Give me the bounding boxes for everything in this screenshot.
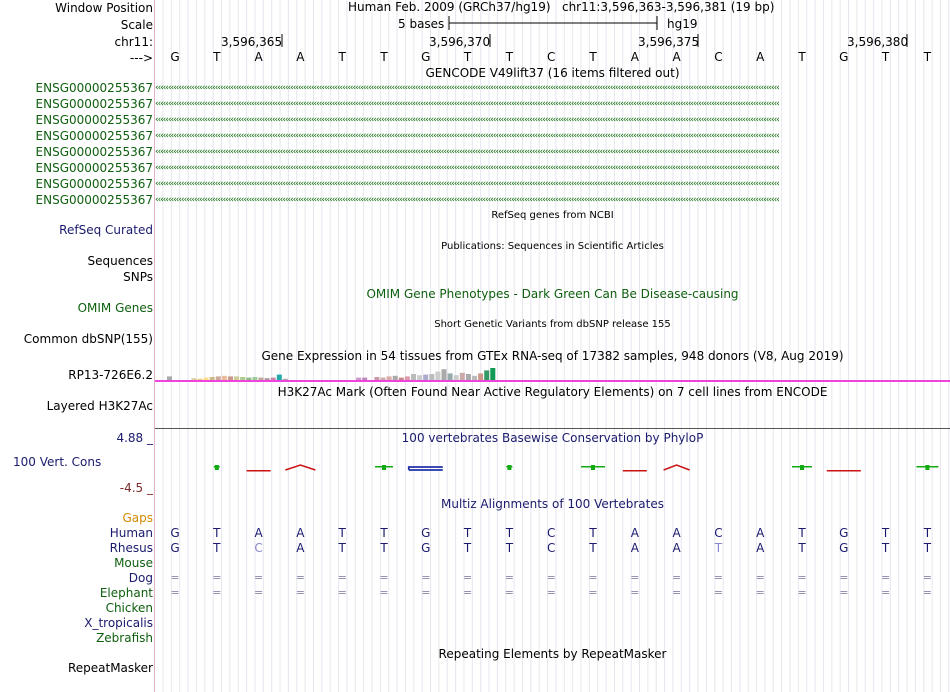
multiz-species-label[interactable]: Rhesus xyxy=(109,541,153,555)
alignment-base: T xyxy=(380,541,388,555)
alignment-base: G xyxy=(170,541,180,555)
alignment-base: = xyxy=(713,586,723,599)
omim-track-title[interactable]: OMIM Gene Phenotypes - Dark Green Can Be Disease-causing xyxy=(366,287,739,301)
base-letter: G xyxy=(170,50,180,64)
alignment-base: = xyxy=(379,571,389,584)
gtex-tissue-bar xyxy=(448,373,453,380)
h3k27ac-label[interactable]: Layered H3K27Ac xyxy=(46,399,153,413)
gaps-label[interactable]: Gaps xyxy=(122,511,153,525)
alignment-base: T xyxy=(463,526,472,540)
gencode-transcript-label[interactable]: ENSG00000255367 xyxy=(35,81,153,95)
chrom-label: chr11: xyxy=(114,35,153,49)
phylop-score-mark xyxy=(375,465,393,470)
coord-tick: 3,596,365 xyxy=(221,35,283,49)
alignment-base: = xyxy=(797,571,807,584)
gencode-track-title[interactable]: GENCODE V49lift37 (16 items filtered out) xyxy=(425,66,680,80)
alignment-base: = xyxy=(379,586,389,599)
alignment-base: T xyxy=(505,541,514,555)
omim-label[interactable]: OMIM Genes xyxy=(77,301,153,315)
alignment-base: = xyxy=(880,571,891,584)
coord-tick: 3,596,370 xyxy=(429,35,491,49)
gencode-transcript-label[interactable]: ENSG00000255367 xyxy=(35,113,153,127)
alignment-base: A xyxy=(672,526,681,540)
alignment-base: T xyxy=(213,526,221,540)
alignment-base: = xyxy=(588,586,598,599)
alignment-base: A xyxy=(296,526,305,540)
h3k27ac-baseline xyxy=(155,428,950,429)
alignment-base: = xyxy=(713,571,723,584)
coord-tick: 3,596,375 xyxy=(638,35,700,49)
window-position-label: Window Position xyxy=(55,1,153,15)
alignment-base: G xyxy=(839,526,849,540)
base-letter: T xyxy=(380,50,388,64)
alignment-base: A xyxy=(756,526,765,540)
alignment-base: G xyxy=(839,541,849,555)
snps-label[interactable]: SNPs xyxy=(123,270,153,284)
alignment-base: = xyxy=(295,586,305,599)
multiz-species-label[interactable]: Mouse xyxy=(114,556,153,570)
phylop-score-mark xyxy=(792,465,812,470)
alignment-base: = xyxy=(588,571,598,584)
alignment-base: = xyxy=(671,571,682,584)
multiz-species-label[interactable]: Human xyxy=(109,526,153,540)
alignment-base: = xyxy=(212,571,222,584)
base-letter: T xyxy=(923,50,932,64)
gencode-transcript-feature[interactable]: ‹‹‹‹‹‹‹‹‹‹‹‹‹‹‹‹‹‹‹‹‹‹‹‹‹‹‹‹‹‹‹‹‹‹‹‹‹‹‹‹‹‹‹‹‹‹‹‹‹‹‹‹‹‹‹‹‹‹‹‹‹‹‹‹‹‹‹‹‹‹‹‹‹‹‹‹‹‹‹‹‹‹‹‹‹‹‹‹‹‹‹‹‹‹‹‹‹‹‹‹‹‹‹‹‹‹‹‹‹‹‹‹‹‹‹‹‹‹‹‹‹‹‹‹‹‹‹‹‹‹‹‹‹‹‹‹‹‹‹‹‹‹‹‹‹‹‹‹‹‹‹‹‹‹‹‹‹‹‹‹‹‹‹‹‹‹‹‹‹‹‹‹‹‹‹‹‹‹‹‹‹‹‹‹‹‹‹‹‹‹‹‹‹‹‹‹‹‹‹‹‹‹‹‹‹‹‹‹‹‹‹‹‹‹‹‹‹‹‹‹‹‹‹‹‹‹‹‹‹‹‹‹‹‹‹‹‹‹‹‹ xyxy=(155,115,779,125)
gencode-transcript-feature[interactable]: ‹‹‹‹‹‹‹‹‹‹‹‹‹‹‹‹‹‹‹‹‹‹‹‹‹‹‹‹‹‹‹‹‹‹‹‹‹‹‹‹‹‹‹‹‹‹‹‹‹‹‹‹‹‹‹‹‹‹‹‹‹‹‹‹‹‹‹‹‹‹‹‹‹‹‹‹‹‹‹‹‹‹‹‹‹‹‹‹‹‹‹‹‹‹‹‹‹‹‹‹‹‹‹‹‹‹‹‹‹‹‹‹‹‹‹‹‹‹‹‹‹‹‹‹‹‹‹‹‹‹‹‹‹‹‹‹‹‹‹‹‹‹‹‹‹‹‹‹‹‹‹‹‹‹‹‹‹‹‹‹‹‹‹‹‹‹‹‹‹‹‹‹‹‹‹‹‹‹‹‹‹‹‹‹‹‹‹‹‹‹‹‹‹‹‹‹‹‹‹‹‹‹‹‹‹‹‹‹‹‹‹‹‹‹‹‹‹‹‹‹‹‹‹‹‹‹‹‹‹‹‹‹‹‹‹‹‹‹‹‹ xyxy=(155,179,779,189)
alignment-base: C xyxy=(714,526,723,540)
scale-bar xyxy=(448,15,660,31)
base-letter: C xyxy=(546,50,556,64)
alignment-base: = xyxy=(755,586,765,599)
phylop-conservation-plot[interactable] xyxy=(155,460,950,476)
base-letter: A xyxy=(296,50,305,64)
multiz-species-label[interactable]: Chicken xyxy=(105,601,153,615)
alignment-base: = xyxy=(630,571,640,584)
publications-track-title[interactable]: Publications: Sequences in Scientific Articles xyxy=(441,241,664,252)
multiz-species-label[interactable]: X_tropicalis xyxy=(84,616,153,630)
coord-tick: 3,596,380 xyxy=(847,35,909,49)
base-letter: T xyxy=(881,50,890,64)
alignment-base: = xyxy=(421,571,431,584)
alignment-base: T xyxy=(380,526,388,540)
base-letter: C xyxy=(714,50,723,64)
gencode-transcript-label[interactable]: ENSG00000255367 xyxy=(35,97,153,111)
base-letter: T xyxy=(589,50,597,64)
base-letter: T xyxy=(463,50,472,64)
gtex-tissue-bar xyxy=(442,369,447,380)
base-letter: G xyxy=(421,50,431,64)
phylop-score-mark xyxy=(247,470,271,472)
phylop-score-mark xyxy=(623,470,647,472)
base-letter: T xyxy=(798,50,806,64)
dbsnp-track-title[interactable]: Short Genetic Variants from dbSNP release 155 xyxy=(434,319,671,330)
alignment-base: T xyxy=(923,526,932,540)
assembly-title xyxy=(348,0,774,14)
position-text: chr11:3,596,363-3,596,381 (19 bp) xyxy=(561,0,775,14)
repeatmasker-label[interactable]: RepeatMasker xyxy=(67,661,153,675)
gencode-transcript-label[interactable]: ENSG00000255367 xyxy=(35,161,153,175)
alignment-base: T xyxy=(338,541,346,555)
alignment-base: = xyxy=(462,571,473,584)
phylop-score-mark xyxy=(664,465,690,470)
base-letter: T xyxy=(338,50,346,64)
alignment-base: A xyxy=(672,541,681,555)
alignment-base: A xyxy=(630,526,639,540)
gencode-transcript-feature[interactable]: ‹‹‹‹‹‹‹‹‹‹‹‹‹‹‹‹‹‹‹‹‹‹‹‹‹‹‹‹‹‹‹‹‹‹‹‹‹‹‹‹‹‹‹‹‹‹‹‹‹‹‹‹‹‹‹‹‹‹‹‹‹‹‹‹‹‹‹‹‹‹‹‹‹‹‹‹‹‹‹‹‹‹‹‹‹‹‹‹‹‹‹‹‹‹‹‹‹‹‹‹‹‹‹‹‹‹‹‹‹‹‹‹‹‹‹‹‹‹‹‹‹‹‹‹‹‹‹‹‹‹‹‹‹‹‹‹‹‹‹‹‹‹‹‹‹‹‹‹‹‹‹‹‹‹‹‹‹‹‹‹‹‹‹‹‹‹‹‹‹‹‹‹‹‹‹‹‹‹‹‹‹‹‹‹‹‹‹‹‹‹‹‹‹‹‹‹‹‹‹‹‹‹‹‹‹‹‹‹‹‹‹‹‹‹‹‹‹‹‹‹‹‹‹‹‹‹‹‹‹‹‹‹‹‹‹‹‹‹‹‹ xyxy=(155,83,779,93)
coord-tick-marks xyxy=(0,34,950,48)
gencode-transcript-feature[interactable]: ‹‹‹‹‹‹‹‹‹‹‹‹‹‹‹‹‹‹‹‹‹‹‹‹‹‹‹‹‹‹‹‹‹‹‹‹‹‹‹‹‹‹‹‹‹‹‹‹‹‹‹‹‹‹‹‹‹‹‹‹‹‹‹‹‹‹‹‹‹‹‹‹‹‹‹‹‹‹‹‹‹‹‹‹‹‹‹‹‹‹‹‹‹‹‹‹‹‹‹‹‹‹‹‹‹‹‹‹‹‹‹‹‹‹‹‹‹‹‹‹‹‹‹‹‹‹‹‹‹‹‹‹‹‹‹‹‹‹‹‹‹‹‹‹‹‹‹‹‹‹‹‹‹‹‹‹‹‹‹‹‹‹‹‹‹‹‹‹‹‹‹‹‹‹‹‹‹‹‹‹‹‹‹‹‹‹‹‹‹‹‹‹‹‹‹‹‹‹‹‹‹‹‹‹‹‹‹‹‹‹‹‹‹‹‹‹‹‹‹‹‹‹‹‹‹‹‹‹‹‹‹‹‹‹‹‹‹‹‹‹ xyxy=(155,147,779,157)
alignment-base: T xyxy=(589,541,597,555)
base-letter: A xyxy=(672,50,681,64)
alignment-base: = xyxy=(546,571,556,584)
phylop-score-mark xyxy=(409,467,443,470)
alignment-base: = xyxy=(922,571,932,584)
phylop-score-mark xyxy=(214,465,220,470)
alignment-base: = xyxy=(337,571,347,584)
gtex-tissue-bar xyxy=(484,370,489,380)
alignment-base: A xyxy=(630,541,639,555)
alignment-base: = xyxy=(170,571,180,584)
phylop-ymax: 4.88 _ xyxy=(116,431,153,445)
alignment-base: = xyxy=(839,586,849,599)
alignment-base: = xyxy=(755,571,765,584)
alignment-base: = xyxy=(671,586,682,599)
alignment-base: G xyxy=(421,541,431,555)
gtex-expression-bars[interactable] xyxy=(155,366,950,380)
phylop-score-mark xyxy=(827,470,861,472)
alignment-base: = xyxy=(546,586,556,599)
gencode-transcript-feature[interactable]: ‹‹‹‹‹‹‹‹‹‹‹‹‹‹‹‹‹‹‹‹‹‹‹‹‹‹‹‹‹‹‹‹‹‹‹‹‹‹‹‹‹‹‹‹‹‹‹‹‹‹‹‹‹‹‹‹‹‹‹‹‹‹‹‹‹‹‹‹‹‹‹‹‹‹‹‹‹‹‹‹‹‹‹‹‹‹‹‹‹‹‹‹‹‹‹‹‹‹‹‹‹‹‹‹‹‹‹‹‹‹‹‹‹‹‹‹‹‹‹‹‹‹‹‹‹‹‹‹‹‹‹‹‹‹‹‹‹‹‹‹‹‹‹‹‹‹‹‹‹‹‹‹‹‹‹‹‹‹‹‹‹‹‹‹‹‹‹‹‹‹‹‹‹‹‹‹‹‹‹‹‹‹‹‹‹‹‹‹‹‹‹‹‹‹‹‹‹‹‹‹‹‹‹‹‹‹‹‹‹‹‹‹‹‹‹‹‹‹‹‹‹‹‹‹‹‹‹‹‹‹‹‹‹‹‹‹‹‹‹‹ xyxy=(155,99,779,109)
gencode-transcript-label[interactable]: ENSG00000255367 xyxy=(35,129,153,143)
gtex-tissue-bar xyxy=(490,368,495,380)
repeatmasker-track-title[interactable]: Repeating Elements by RepeatMasker xyxy=(438,647,667,661)
alignment-base: T xyxy=(338,526,346,540)
gencode-transcript-label[interactable]: ENSG00000255367 xyxy=(35,193,153,207)
alignment-base: = xyxy=(253,586,264,599)
gtex-gene-label[interactable]: RP13-726E6.2 xyxy=(68,368,153,382)
gencode-transcript-feature[interactable]: ‹‹‹‹‹‹‹‹‹‹‹‹‹‹‹‹‹‹‹‹‹‹‹‹‹‹‹‹‹‹‹‹‹‹‹‹‹‹‹‹‹‹‹‹‹‹‹‹‹‹‹‹‹‹‹‹‹‹‹‹‹‹‹‹‹‹‹‹‹‹‹‹‹‹‹‹‹‹‹‹‹‹‹‹‹‹‹‹‹‹‹‹‹‹‹‹‹‹‹‹‹‹‹‹‹‹‹‹‹‹‹‹‹‹‹‹‹‹‹‹‹‹‹‹‹‹‹‹‹‹‹‹‹‹‹‹‹‹‹‹‹‹‹‹‹‹‹‹‹‹‹‹‹‹‹‹‹‹‹‹‹‹‹‹‹‹‹‹‹‹‹‹‹‹‹‹‹‹‹‹‹‹‹‹‹‹‹‹‹‹‹‹‹‹‹‹‹‹‹‹‹‹‹‹‹‹‹‹‹‹‹‹‹‹‹‹‹‹‹‹‹‹‹‹‹‹‹‹‹‹‹‹‹‹‹‹‹‹‹‹ xyxy=(155,195,779,205)
alignment-base: = xyxy=(253,571,264,584)
gtex-tissue-bar xyxy=(435,372,440,380)
phylop-score-mark xyxy=(506,465,512,470)
alignment-base: T xyxy=(589,526,597,540)
phylop-ymin: -4.5 _ xyxy=(119,481,153,495)
alignment-base: = xyxy=(170,586,180,599)
gtex-baseline xyxy=(155,380,950,382)
strand-label: ---> xyxy=(129,51,153,65)
alignment-base: A xyxy=(296,541,305,555)
gencode-transcript-feature[interactable]: ‹‹‹‹‹‹‹‹‹‹‹‹‹‹‹‹‹‹‹‹‹‹‹‹‹‹‹‹‹‹‹‹‹‹‹‹‹‹‹‹‹‹‹‹‹‹‹‹‹‹‹‹‹‹‹‹‹‹‹‹‹‹‹‹‹‹‹‹‹‹‹‹‹‹‹‹‹‹‹‹‹‹‹‹‹‹‹‹‹‹‹‹‹‹‹‹‹‹‹‹‹‹‹‹‹‹‹‹‹‹‹‹‹‹‹‹‹‹‹‹‹‹‹‹‹‹‹‹‹‹‹‹‹‹‹‹‹‹‹‹‹‹‹‹‹‹‹‹‹‹‹‹‹‹‹‹‹‹‹‹‹‹‹‹‹‹‹‹‹‹‹‹‹‹‹‹‹‹‹‹‹‹‹‹‹‹‹‹‹‹‹‹‹‹‹‹‹‹‹‹‹‹‹‹‹‹‹‹‹‹‹‹‹‹‹‹‹‹‹‹‹‹‹‹‹‹‹‹‹‹‹‹‹‹‹‹‹‹‹‹ xyxy=(155,131,779,141)
assembly-name: Human Feb. 2009 (GRCh37/hg19) xyxy=(348,0,551,14)
alignment-base: G xyxy=(421,526,431,540)
phylop-track-title[interactable]: 100 vertebrates Basewise Conservation by PhyloP xyxy=(401,431,704,445)
base-letter: A xyxy=(254,50,263,64)
h3k27ac-track-title[interactable]: H3K27Ac Mark (Often Found Near Active Regulatory Elements) on 7 cell lines from ENCODE xyxy=(277,385,828,399)
alignment-base: T xyxy=(213,541,221,555)
publications-label[interactable]: Sequences xyxy=(87,254,153,268)
refseq-label[interactable]: RefSeq Curated xyxy=(59,223,153,237)
alignment-base: = xyxy=(630,586,640,599)
refseq-track-title[interactable]: RefSeq genes from NCBI xyxy=(491,210,614,221)
base-letter: G xyxy=(839,50,849,64)
alignment-base: = xyxy=(922,586,932,599)
alignment-base: T xyxy=(798,526,806,540)
gencode-transcript-label[interactable]: ENSG00000255367 xyxy=(35,177,153,191)
phylop-label[interactable]: 100 Vert. Cons xyxy=(13,455,102,469)
alignment-base: = xyxy=(797,586,807,599)
alignment-base: = xyxy=(504,586,514,599)
alignment-base: = xyxy=(212,586,222,599)
alignment-base: C xyxy=(254,541,263,555)
alignment-base: = xyxy=(462,586,473,599)
dbsnp-label[interactable]: Common dbSNP(155) xyxy=(23,332,153,346)
alignment-base: G xyxy=(170,526,180,540)
alignment-base: T xyxy=(923,541,932,555)
base-letter: T xyxy=(213,50,221,64)
phylop-score-mark xyxy=(285,465,315,470)
scale-db: hg19 xyxy=(667,17,698,31)
multiz-species-label[interactable]: Zebrafish xyxy=(96,631,153,645)
alignment-base: = xyxy=(421,586,431,599)
base-letter: A xyxy=(756,50,765,64)
alignment-base: T xyxy=(881,526,890,540)
alignment-base: C xyxy=(546,526,556,540)
alignment-base: = xyxy=(839,571,849,584)
gtex-tissue-bar xyxy=(478,373,483,380)
gencode-transcript-label[interactable]: ENSG00000255367 xyxy=(35,145,153,159)
alignment-base: = xyxy=(880,586,891,599)
alignment-base: C xyxy=(546,541,556,555)
alignment-base: T xyxy=(463,541,472,555)
scale-bar-text: 5 bases xyxy=(398,17,445,31)
gencode-transcript-feature[interactable]: ‹‹‹‹‹‹‹‹‹‹‹‹‹‹‹‹‹‹‹‹‹‹‹‹‹‹‹‹‹‹‹‹‹‹‹‹‹‹‹‹‹‹‹‹‹‹‹‹‹‹‹‹‹‹‹‹‹‹‹‹‹‹‹‹‹‹‹‹‹‹‹‹‹‹‹‹‹‹‹‹‹‹‹‹‹‹‹‹‹‹‹‹‹‹‹‹‹‹‹‹‹‹‹‹‹‹‹‹‹‹‹‹‹‹‹‹‹‹‹‹‹‹‹‹‹‹‹‹‹‹‹‹‹‹‹‹‹‹‹‹‹‹‹‹‹‹‹‹‹‹‹‹‹‹‹‹‹‹‹‹‹‹‹‹‹‹‹‹‹‹‹‹‹‹‹‹‹‹‹‹‹‹‹‹‹‹‹‹‹‹‹‹‹‹‹‹‹‹‹‹‹‹‹‹‹‹‹‹‹‹‹‹‹‹‹‹‹‹‹‹‹‹‹‹‹‹‹‹‹‹‹‹‹‹‹‹‹‹‹‹ xyxy=(155,163,779,173)
alignment-base: = xyxy=(337,586,347,599)
alignment-base: = xyxy=(504,571,514,584)
gtex-tissue-bar xyxy=(460,373,465,380)
alignment-base: T xyxy=(505,526,514,540)
alignment-base: T xyxy=(881,541,890,555)
phylop-score-mark xyxy=(916,465,938,470)
multiz-species-label[interactable]: Dog xyxy=(128,571,153,585)
alignment-base: = xyxy=(295,571,305,584)
alignment-base: A xyxy=(756,541,765,555)
gtex-track-title[interactable]: Gene Expression in 54 tissues from GTEx RNA-seq of 17382 samples, 948 donors (V8, Aug 2019) xyxy=(261,349,844,363)
scale-label: Scale xyxy=(120,18,153,32)
alignment-base: T xyxy=(714,541,723,555)
multiz-species-label[interactable]: Elephant xyxy=(99,586,153,600)
alignment-base: A xyxy=(254,526,263,540)
base-letter: A xyxy=(630,50,639,64)
phylop-score-mark xyxy=(581,465,605,470)
multiz-track-title[interactable]: Multiz Alignments of 100 Vertebrates xyxy=(440,497,665,511)
base-letter: T xyxy=(505,50,514,64)
alignment-base: T xyxy=(798,541,806,555)
